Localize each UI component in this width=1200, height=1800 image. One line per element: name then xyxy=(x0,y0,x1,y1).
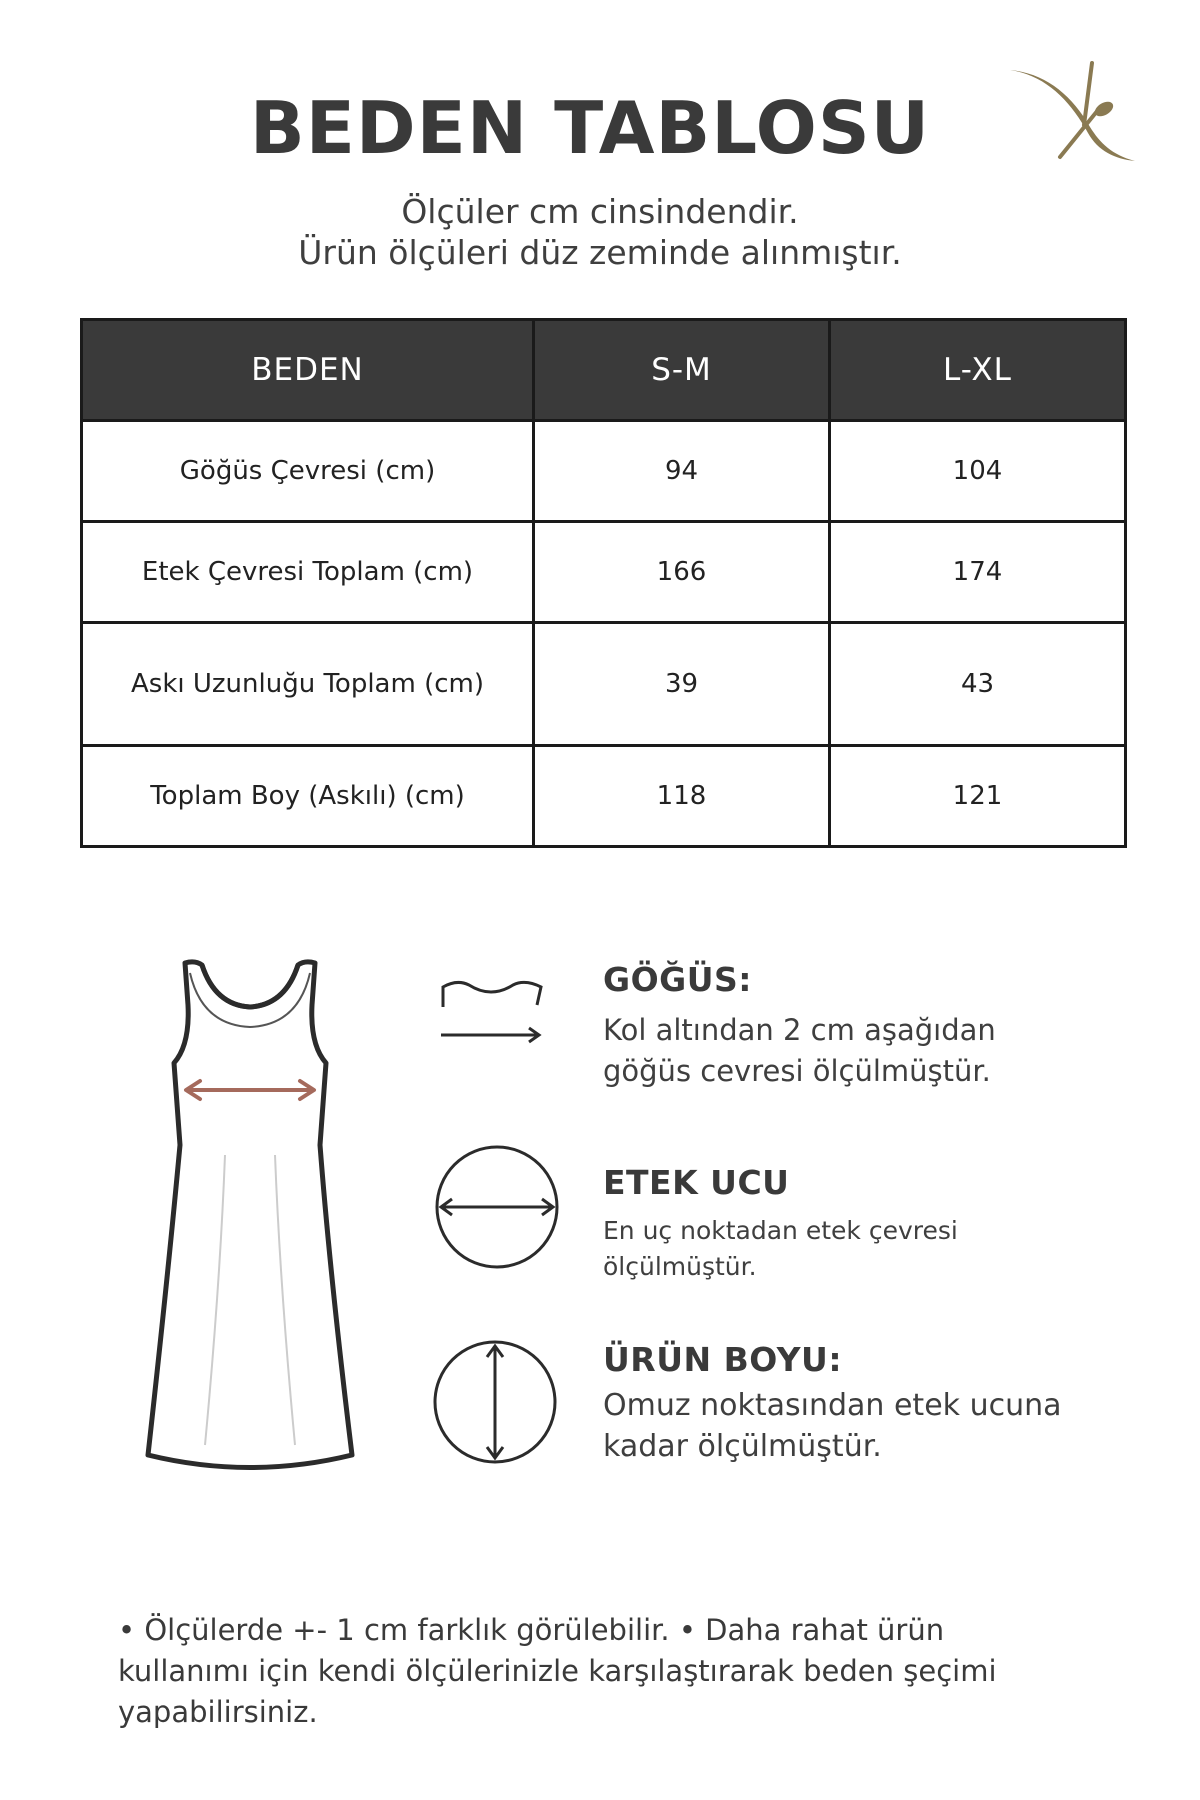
length-description-line2: kadar ölçülmüştür. xyxy=(603,1429,882,1464)
table-row xyxy=(82,522,1126,623)
table-row xyxy=(82,421,1126,522)
footnote: • Ölçülerde +- 1 cm farklık görülebilir. • Daha rahat ürün kullanımı için kendi ölçülerinizle karşılaştırarak beden şeçimi yapabilirsiniz. xyxy=(118,1613,997,1729)
subtitle-units: Ölçüler cm cinsindendir. xyxy=(401,192,799,231)
chest-description-line2: göğüs cevresi ölçülmüştür. xyxy=(603,1054,991,1088)
row-label: Toplam Boy (Askılı) (cm) xyxy=(82,746,534,847)
cell-l-xl: 104 xyxy=(830,421,1126,522)
chest-measure-icon xyxy=(437,975,547,1050)
chest-title: GÖĞÜS: xyxy=(603,960,752,999)
hem-description xyxy=(603,1213,1083,1285)
subtitle-method: Ürün ölçüleri düz zeminde alınmıştır. xyxy=(298,233,902,272)
chest-description xyxy=(603,1010,1123,1092)
cell-s-m: 39 xyxy=(534,623,830,746)
size-table xyxy=(80,318,1127,848)
cell-s-m: 166 xyxy=(534,522,830,623)
length-circle-icon xyxy=(428,1335,563,1470)
length-description xyxy=(603,1385,1143,1467)
dress-illustration xyxy=(130,955,370,1485)
table-row xyxy=(82,623,1126,746)
table-row xyxy=(82,746,1126,847)
chest-description-line1: Kol altından 2 cm aşağıdan xyxy=(603,1013,996,1047)
row-label: Etek Çevresi Toplam (cm) xyxy=(82,522,534,623)
cell-l-xl: 121 xyxy=(830,746,1126,847)
header-s-m: S-M xyxy=(534,320,830,421)
page-title: BEDEN TABLOSU xyxy=(249,86,931,170)
hem-circle-icon xyxy=(430,1140,565,1275)
cell-s-m: 94 xyxy=(534,421,830,522)
hem-description-line1: En uç noktadan etek çevresi xyxy=(603,1216,958,1245)
header-size: BEDEN xyxy=(82,320,534,421)
header-l-xl: L-XL xyxy=(830,320,1126,421)
cell-s-m: 118 xyxy=(534,746,830,847)
length-title: ÜRÜN BOYU: xyxy=(603,1340,843,1379)
length-description-line1: Omuz noktasından etek ucuna xyxy=(603,1388,1062,1423)
hem-description-line2: ölçülmüştür. xyxy=(603,1252,757,1281)
row-label: Göğüs Çevresi (cm) xyxy=(82,421,534,522)
table-header-row xyxy=(82,320,1126,421)
row-label: Askı Uzunluğu Toplam (cm) xyxy=(82,623,534,746)
cell-l-xl: 174 xyxy=(830,522,1126,623)
hem-title: ETEK UCU xyxy=(603,1163,790,1202)
cell-l-xl: 43 xyxy=(830,623,1126,746)
